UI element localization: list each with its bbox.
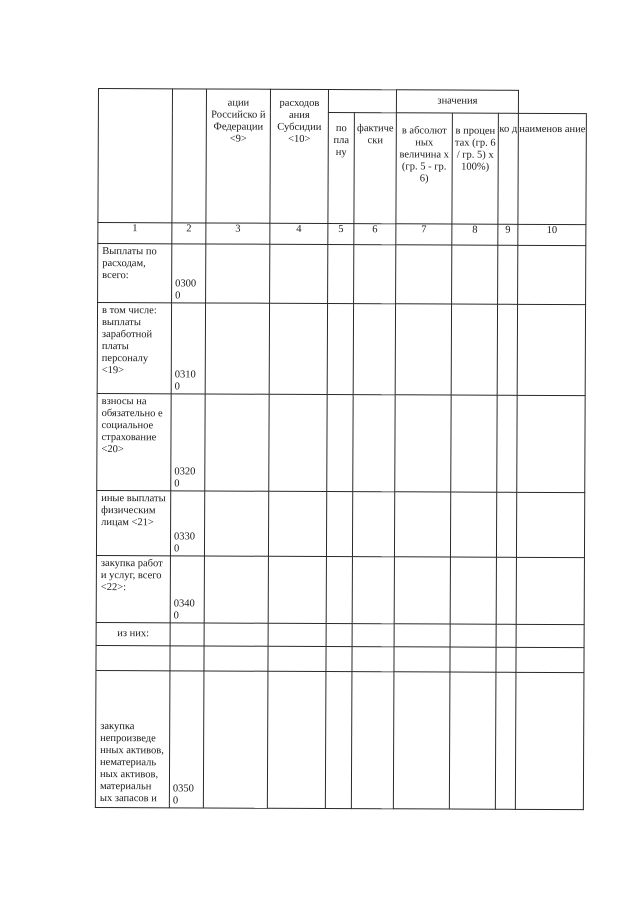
- table-cell: [352, 624, 394, 647]
- table-cell: [327, 395, 353, 492]
- table-cell: [268, 491, 326, 556]
- table-cell: [496, 647, 516, 672]
- table-cell: [496, 624, 516, 647]
- table-cell: [326, 492, 352, 557]
- row-code: [170, 646, 204, 671]
- table-cell: [497, 304, 517, 395]
- header-cell-1: [98, 89, 173, 223]
- table-cell: [204, 491, 268, 556]
- table-cell: [269, 303, 327, 394]
- header-cell-6: фактиче ски: [354, 113, 396, 224]
- table-cell: [395, 395, 451, 492]
- table-cell: [352, 557, 394, 624]
- table-cell: [267, 671, 326, 808]
- column-number: 6: [354, 224, 396, 245]
- row-code: 0340 0: [170, 556, 204, 623]
- header-cell-10: наименов ание: [518, 113, 586, 224]
- header-cell-7: в абсолют ных величина х (гр. 5 - гр. 6): [396, 113, 452, 224]
- row-label: из них:: [96, 622, 170, 645]
- table-cell: [450, 492, 496, 557]
- table-cell: [450, 557, 496, 624]
- table-cell: [451, 395, 497, 492]
- table-cell: [452, 245, 498, 304]
- table-cell: [204, 623, 268, 646]
- report-table: [95, 88, 587, 810]
- table-row: [96, 645, 584, 672]
- table-cell: [269, 394, 327, 491]
- table-cell: [327, 304, 353, 395]
- table-cell: [515, 672, 584, 809]
- row-label: взносы на обязательно е социальное страхование <20>: [97, 393, 171, 490]
- column-number-row: [98, 223, 586, 246]
- header-cell-3: ации Российско й Федерации <9>: [206, 89, 271, 223]
- table-row: [96, 490, 584, 557]
- table-cell: [203, 671, 268, 808]
- table-cell: [395, 304, 451, 395]
- table-cell: [451, 304, 497, 395]
- header-znacheniya: значения: [396, 90, 518, 114]
- table-row: [96, 622, 584, 647]
- table-cell: [204, 556, 268, 623]
- table-cell: [450, 647, 496, 672]
- table-row: [97, 303, 585, 396]
- table-cell: [497, 395, 517, 492]
- row-code: 0320 0: [171, 394, 205, 491]
- column-number: 2: [172, 223, 206, 244]
- header-cell-5-6-top: [328, 90, 396, 113]
- header-cell-4: расходов ания Субсидии <10>: [270, 89, 329, 223]
- table-cell: [352, 647, 394, 672]
- header-cell-9: ко д: [498, 113, 518, 224]
- header-cell-2: [172, 89, 207, 223]
- header-row-top: [98, 89, 586, 114]
- header-cell-5: по пла ну: [328, 113, 354, 224]
- table-cell: [516, 557, 584, 624]
- column-number: 9: [498, 224, 518, 245]
- table-row: [98, 244, 586, 305]
- table-cell: [270, 244, 328, 303]
- table-cell: [517, 304, 585, 395]
- table-cell: [328, 245, 354, 304]
- row-label: [96, 645, 170, 670]
- table-cell: [449, 672, 496, 809]
- table-cell: [206, 244, 270, 303]
- table-cell: [205, 303, 269, 394]
- table-cell: [326, 624, 352, 647]
- column-number: 4: [270, 223, 328, 244]
- table-row: [95, 670, 584, 809]
- column-number: 7: [396, 224, 452, 245]
- row-label: закупка непроизведе нных активов, нематериаль ных активов, материальн ых запасов и: [95, 670, 170, 807]
- row-code: [170, 623, 204, 646]
- table-cell: [353, 395, 395, 492]
- table-cell: [393, 672, 450, 809]
- header-cell-10-top: [518, 90, 586, 113]
- table-cell: [518, 245, 586, 304]
- table-cell: [394, 492, 450, 557]
- column-number: 8: [452, 224, 498, 245]
- table-cell: [354, 245, 396, 304]
- table-cell: [516, 492, 584, 557]
- table-row: [97, 393, 585, 492]
- table-cell: [394, 624, 450, 647]
- table-cell: [326, 647, 352, 672]
- table-cell: [498, 245, 518, 304]
- table-cell: [516, 624, 584, 647]
- column-number: 1: [98, 223, 172, 244]
- table-cell: [517, 395, 585, 492]
- row-code: 0310 0: [171, 303, 205, 394]
- row-code: 0330 0: [170, 491, 204, 556]
- table-cell: [268, 556, 326, 623]
- column-number: 5: [328, 224, 354, 245]
- table-cell: [353, 304, 395, 395]
- row-label: Выплаты по расходам, всего:: [98, 244, 172, 303]
- table-cell: [268, 623, 326, 646]
- table-cell: [495, 672, 516, 809]
- table-cell: [325, 672, 352, 809]
- row-label: закупка работ и услуг, всего <22>:: [96, 555, 170, 622]
- table-row: [96, 555, 584, 624]
- table-cell: [205, 394, 269, 491]
- row-label: в том числе: выплаты заработной платы персоналу <19>: [97, 303, 171, 394]
- header-cell-8: в процен тах (гр. 6 / гр. 5) x 100%): [452, 113, 498, 224]
- column-number: 10: [518, 224, 586, 245]
- table-cell: [394, 557, 450, 624]
- row-code: 0350 0: [169, 671, 204, 808]
- table-cell: [396, 245, 452, 304]
- row-label: иные выплаты физическим лицам <21>: [96, 490, 170, 555]
- row-code: 0300 0: [172, 244, 206, 303]
- column-number: 3: [206, 223, 270, 244]
- table-cell: [516, 647, 584, 672]
- table-cell: [394, 647, 450, 672]
- table-cell: [268, 646, 326, 671]
- table-cell: [351, 672, 394, 809]
- table-cell: [496, 492, 516, 557]
- table-cell: [352, 492, 394, 557]
- table-cell: [450, 624, 496, 647]
- table-cell: [496, 557, 516, 624]
- table-cell: [204, 646, 268, 671]
- table-cell: [326, 557, 352, 624]
